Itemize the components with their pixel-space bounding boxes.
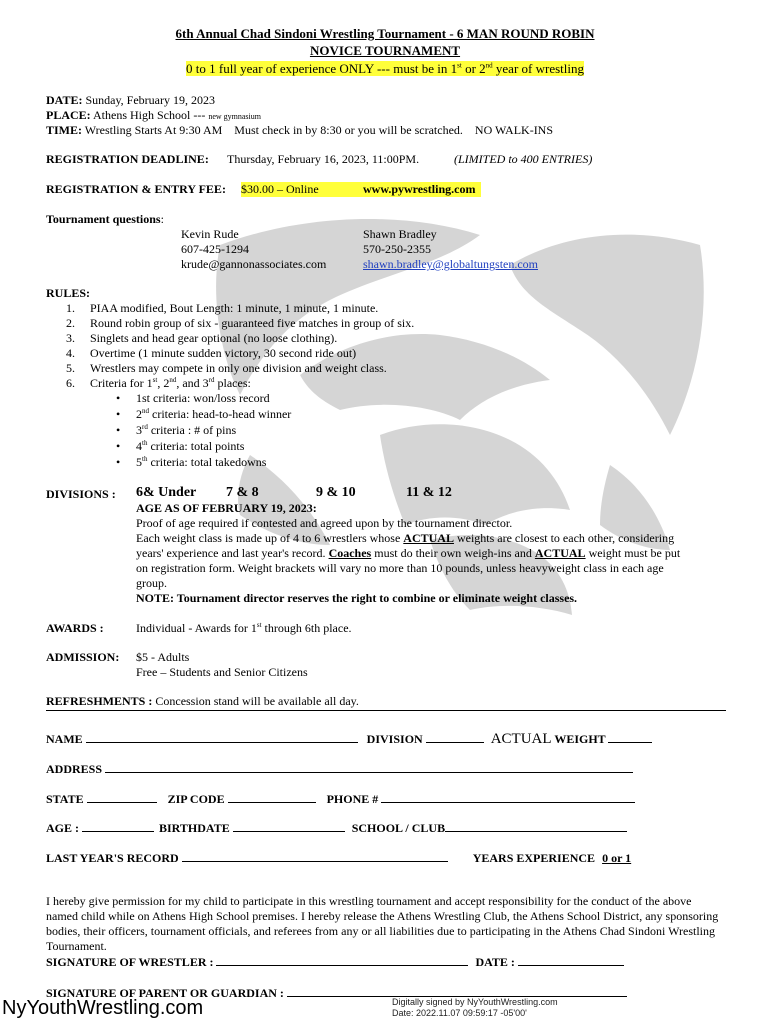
time-line: TIME: Wrestling Starts At 9:30 AM Must check in by 8:30 or you will be scratched. NO WALK-INS (46, 123, 554, 137)
name-field[interactable] (86, 730, 358, 743)
deadline-label: REGISTRATION DEADLINE: (46, 152, 209, 166)
rules-label: RULES: (46, 286, 91, 300)
deadline-note: (LIMITED to 400 ENTRIES) (454, 152, 593, 166)
refreshments-line: REFRESHMENTS : Concession stand will be available all day. (46, 694, 726, 711)
contact-email[interactable]: krude@gannonassociates.com (181, 257, 327, 271)
wrestler-signature-field[interactable] (216, 953, 468, 966)
birthdate-label: BIRTHDATE (159, 821, 230, 835)
form-row-name (46, 730, 652, 747)
division-7-8: 7 & 8 (226, 485, 259, 500)
director-note: NOTE: Tournament director reserves the right to combine or eliminate weight classes. (136, 591, 578, 605)
parent-signature-field[interactable] (287, 984, 627, 997)
contact-name: Kevin Rude (181, 227, 239, 241)
contact-email-link[interactable]: shawn.bradley@globaltungsten.com (363, 257, 539, 271)
divisions-details (136, 501, 736, 606)
contact-kevin (181, 227, 326, 272)
place-line: PLACE: Athens High School --- new gymnasium (46, 108, 261, 122)
weight-class-text: Each weight class is made up of 4 to 6 wrestlers whose ACTUAL weights are closest to each other, considering (136, 531, 675, 545)
record-label: LAST YEAR'S RECORD (46, 851, 179, 865)
phone-field[interactable] (381, 790, 635, 803)
division-6-under: 6& Under (136, 485, 197, 500)
signature-wrestler-row (46, 953, 624, 970)
contacts-label: Tournament questions: (46, 212, 164, 226)
form-row-age (46, 819, 627, 836)
wrestler-signature-label: SIGNATURE OF WRESTLER : (46, 955, 214, 969)
school-field[interactable] (445, 819, 627, 832)
title-line-2: NOVICE TOURNAMENT (309, 43, 461, 58)
criteria-item: • 2nd criteria: head-to-head winner (116, 407, 292, 421)
zip-field[interactable] (228, 790, 316, 803)
zip-label: ZIP CODE (167, 792, 225, 806)
actual-label: ACTUAL (490, 731, 552, 747)
digital-signature-stamp: Digitally signed by NyYouthWrestling.com Date: 2022.11.07 09:59:17 -05'00' (392, 997, 558, 1018)
contact-phone: 607-425-1294 (181, 242, 249, 256)
division-11-12: 11 & 12 (406, 485, 452, 500)
rule-item: 1. PIAA modified, Bout Length: 1 minute, 1 minute, 1 minute. (66, 301, 379, 315)
state-label: STATE (46, 792, 84, 806)
years-value: 0 or 1 (602, 851, 632, 865)
form-row-record (46, 849, 631, 866)
age-as-of: AGE AS OF FEBRUARY 19, 2023: (136, 501, 317, 515)
birthdate-field[interactable] (233, 819, 345, 832)
rule-item: 3. Singlets and head gear optional (no loose clothing). (66, 331, 338, 345)
rule-item: 2. Round robin group of six - guaranteed five matches in group of six. (66, 316, 415, 330)
rule-item: 5. Wrestlers may compete in only one division and weight class. (66, 361, 387, 375)
title-line-1: 6th Annual Chad Sindoni Wrestling Tournament - 6 MAN ROUND ROBIN (175, 26, 595, 41)
contact-shawn (363, 227, 538, 272)
criteria-item: • 5th criteria: total takedowns (116, 455, 267, 469)
state-field[interactable] (87, 790, 157, 803)
footer-brand: NyYouthWrestling.com (2, 997, 204, 1019)
division-9-10: 9 & 10 (316, 485, 356, 500)
criteria-item: • 1st criteria: won/loss record (116, 391, 270, 405)
proof-of-age: Proof of age required if contested and agreed upon by the tournament director. (136, 516, 513, 530)
admission-values: $5 - Adults Free – Students and Senior Citizens (136, 650, 308, 679)
rules-list (66, 301, 414, 391)
divisions-label: DIVISIONS : (46, 487, 116, 501)
school-label: SCHOOL / CLUB (351, 821, 446, 835)
criteria-item: • 3rd criteria : # of pins (116, 423, 237, 437)
phone-label: PHONE # (326, 792, 379, 806)
permission-text: I hereby give permission for my child to participate in this wrestling tournament and accept responsibility for the conduct of the above named child while on Athens High School premises. I hereby release the Athens Wrestling Club, the Athens School District, any sponsoring bodies, their officers, tournament officials, and referees from any or all liabilities due to participating in the Athens Chad Sindoni Wrestling Tournament. (46, 894, 719, 953)
contact-phone: 570-250-2355 (363, 242, 431, 256)
age-label: AGE : (46, 821, 79, 835)
name-label: NAME (46, 732, 83, 746)
rule-item: 4. Overtime (1 minute sudden victory, 30 second ride out) (66, 346, 357, 360)
fee-value: $30.00 – Online (241, 182, 363, 197)
date-line: DATE: Sunday, February 19, 2023 (46, 93, 215, 107)
criteria-list (116, 391, 291, 471)
record-field[interactable] (182, 849, 448, 862)
fee-website: www.pywrestling.com (363, 182, 481, 197)
form-row-state (46, 790, 635, 807)
awards-value: Individual - Awards for 1st through 6th place. (136, 621, 352, 635)
admission-label: ADMISSION: (46, 650, 120, 664)
rule-item: 6. Criteria for 1st, 2nd, and 3rd places: (66, 376, 251, 390)
address-label: ADDRESS (46, 762, 103, 776)
parent-signature-label: SIGNATURE OF PARENT OR GUARDIAN : (46, 986, 284, 1000)
address-field[interactable] (105, 760, 633, 773)
experience-requirement: 0 to 1 full year of experience ONLY --- must be in 1st or 2nd year of wrestling (186, 61, 584, 76)
awards-label: AWARDS : (46, 621, 104, 635)
deadline-value: Thursday, February 16, 2023, 11:00PM. (227, 152, 420, 166)
form-row-address (46, 760, 633, 777)
date-field[interactable] (518, 953, 624, 966)
criteria-item: • 4th criteria: total points (116, 439, 245, 453)
weight-label: WEIGHT (554, 732, 606, 746)
weight-class-text: group. (136, 576, 167, 590)
weight-field[interactable] (608, 730, 652, 743)
weight-class-text: on registration form. Weight brackets will vary no more than 10 pounds, unless heavyweight class in each age (136, 561, 664, 575)
contact-name: Shawn Bradley (363, 227, 437, 241)
fee-label: REGISTRATION & ENTRY FEE: (46, 182, 226, 196)
date-label: DATE : (475, 955, 515, 969)
division-label: DIVISION (366, 732, 423, 746)
division-field[interactable] (426, 730, 484, 743)
years-label: YEARS EXPERIENCE (472, 851, 596, 865)
age-field[interactable] (82, 819, 154, 832)
weight-class-text: years' experience and last year's record. Coaches must do their own weigh-ins and ACTUAL weight must be put (136, 546, 681, 560)
